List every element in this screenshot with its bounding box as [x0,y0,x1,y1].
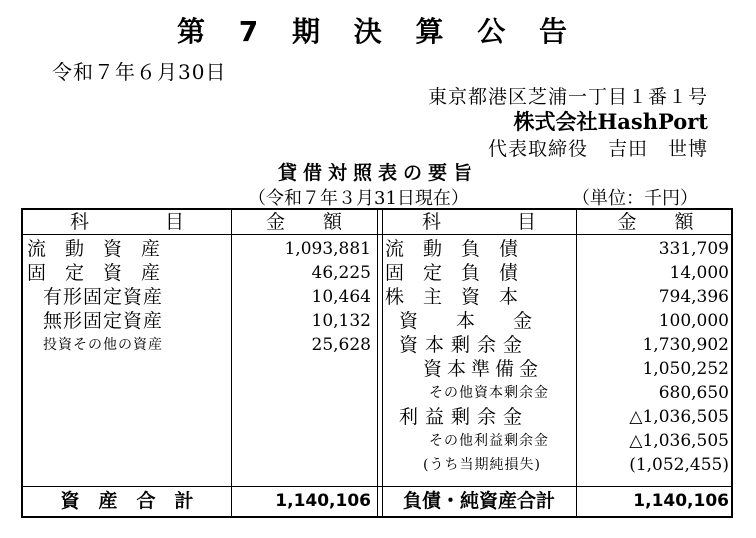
equity-label: 資本剰余金 [399,334,530,356]
total-divider [23,486,731,487]
equity-value: △1,036,505 [629,431,729,451]
total-liabilities-value: 1,140,106 [633,491,729,511]
asset-value: 25,628 [311,335,371,355]
header-left-account: 科 目 [69,211,184,233]
equity-value: 680,650 [658,383,729,403]
unit-label: （単位：千円） [572,188,698,209]
header-left-amount: 金 額 [265,211,342,233]
equity-label: 利益剰余金 [399,406,530,428]
liability-value: 14,000 [669,263,729,283]
balance-sheet-table [21,208,733,518]
asset-value: 10,464 [311,287,371,307]
representative: 代表取締役 吉田 世博 [487,138,708,160]
equity-label: 資 本 金 [399,310,533,332]
column-divider [382,210,383,516]
asset-label: 有形固定資産 [43,286,164,308]
equity-value: 1,730,902 [642,335,729,355]
liability-label: 流 動 負 債 [385,238,519,260]
notice-title: 第 7 期 決 算 公 告 [177,15,579,48]
equity-value: 794,396 [658,287,729,307]
liability-label: 固 定 負 債 [385,262,519,284]
total-assets-label: 資 産 合 計 [60,490,194,512]
equity-value: 1,050,252 [642,359,729,379]
asset-value: 10,132 [311,311,371,331]
liability-value: 331,709 [658,239,729,259]
equity-value: △1,036,505 [629,407,729,427]
header-divider [23,234,731,235]
asset-label: 固 定 資 産 [27,262,161,284]
company-address: 東京都港区芝浦一丁目１番１号 [427,86,708,108]
asset-label: 投資その他の資産 [43,337,163,353]
equity-value: 100,000 [658,311,729,331]
equity-label: その他利益剰余金 [429,433,549,449]
header-right-amount: 金 額 [617,211,694,233]
asset-value: 46,225 [311,263,371,283]
column-divider [377,210,378,516]
asset-label: 無形固定資産 [43,310,164,332]
asset-label: 流 動 資 産 [27,238,161,260]
notice-date: 令和７年６月30日 [52,60,227,84]
balance-sheet-title: 貸借対照表の要旨 [277,162,478,184]
company-name: 株式会社HashPort [513,109,708,134]
total-assets-value: 1,140,106 [275,491,371,511]
asset-value: 1,093,881 [284,239,371,259]
as-of-date: （令和７年３月31日現在） [248,188,469,209]
equity-label: 資本準備金 [423,358,544,380]
equity-label: その他資本剰余金 [429,385,549,401]
equity-value: (1,052,455) [629,455,729,475]
equity-label: 株 主 資 本 [385,286,519,308]
header-right-account: 科 目 [421,211,536,233]
equity-label: (うち当期純損失) [423,457,541,473]
total-liabilities-label: 負債・純資産合計 [402,490,555,512]
